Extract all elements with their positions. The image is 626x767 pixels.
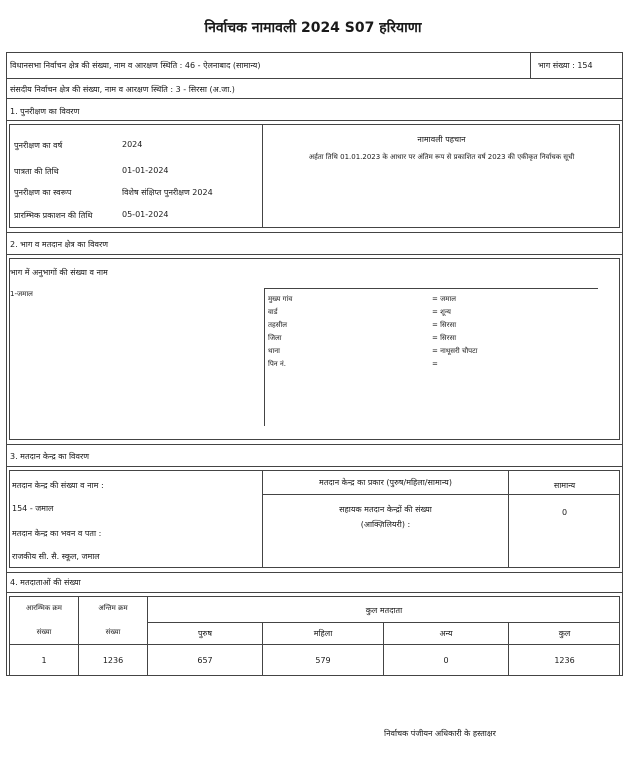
area-details-inner — [264, 288, 598, 426]
polling-station-type-value: सामान्य — [553, 481, 576, 490]
pin-value: = — [432, 360, 438, 368]
auxiliary-stations-label: सहायक मतदान केन्द्रों की संख्या — [339, 505, 432, 514]
signature-label: निर्वाचक पंजीयन अधिकारी के हस्ताक्षर — [384, 729, 496, 738]
polling-station-type-label: मतदान केन्द्र का प्रकार (पुरुष/महिला/सामान्य) — [319, 478, 452, 487]
tehsil-label: तहसील — [268, 321, 287, 329]
assembly-constituency-line: विधानसभा निर्वाचन क्षेत्र की संख्या, नाम व आरक्षण स्थिति : 46 - ऐलनाबाद (सामान्य) — [10, 61, 261, 70]
revision-year-label: पुनरीक्षण का वर्ष — [14, 141, 63, 150]
page-title: निर्वाचक नामावली 2024 S07 हरियाणा — [204, 20, 422, 36]
roll-identity-title: नामावली पहचान — [417, 135, 466, 144]
section4-heading: 4. मतदाताओं की संख्या — [10, 578, 81, 587]
eligibility-date-value: 01-01-2024 — [122, 166, 169, 175]
section2-heading: 2. भाग व मतदान क्षेत्र का विवरण — [10, 240, 109, 249]
revision-year-value: 2024 — [122, 140, 143, 149]
male-count: 657 — [197, 656, 213, 665]
other-count: 0 — [443, 656, 449, 665]
revision-type-label: पुनरीक्षण का स्वरूप — [14, 188, 72, 197]
main-village-value: = जमाल — [432, 295, 457, 303]
pin-label: पिन नं. — [268, 360, 287, 368]
end-serial-header: अन्तिम क्रम — [98, 604, 128, 612]
polling-station-value: 154 - जमाल — [12, 504, 54, 513]
start-serial-value: 1 — [41, 656, 47, 665]
district-label: जिला — [268, 334, 282, 342]
total-voters-header: कुल मतदाता — [365, 606, 403, 615]
polling-building-value: राजकीय सी. सै. स्कूल, जमाल — [12, 552, 100, 561]
section-item: 1-जमाल — [10, 290, 33, 298]
police-station-value: = नाथूसरी चौपटा — [432, 347, 478, 355]
polling-station-label: मतदान केन्द्र की संख्या व नाम : — [12, 481, 104, 490]
revision-type-value: विशेष संक्षिप्त पुनरीक्षण 2024 — [122, 188, 213, 197]
publication-date-value: 05-01-2024 — [122, 210, 169, 219]
eligibility-date-label: पात्रता की तिथि — [14, 167, 59, 176]
total-header: कुल — [558, 629, 571, 638]
roll-identity-text: अर्हता तिथि 01.01.2023 के आधार पर अंतिम रूप से प्रकाशित वर्ष 2023 की एकीकृत निर्वाचक सूची — [308, 153, 575, 161]
district-value: = सिरसा — [432, 334, 457, 342]
polling-building-label: मतदान केन्द्र का भवन व पता : — [12, 529, 102, 538]
end-serial-value: 1236 — [102, 656, 124, 665]
start-serial-header: आरम्भिक क्रम — [25, 604, 62, 612]
section1-heading: 1. पुनरीक्षण का विवरण — [10, 107, 80, 116]
male-header: पुरुष — [198, 629, 212, 638]
female-count: 579 — [315, 656, 331, 665]
female-header: महिला — [313, 629, 333, 638]
section3-heading: 3. मतदान केन्द्र का विवरण — [10, 452, 90, 461]
police-station-label: थाना — [268, 347, 280, 355]
auxiliary-stations-value: 0 — [561, 508, 568, 517]
main-village-label: मुख्य गांव — [268, 295, 293, 303]
publication-date-label: प्रारम्भिक प्रकाशन की तिथि — [14, 211, 93, 220]
ward-value: = शून्य — [432, 308, 451, 316]
parliamentary-constituency-line: संसदीय निर्वाचन क्षेत्र की संख्या, नाम व आरक्षण स्थिति : 3 - सिरसा (अ.जा.) — [10, 85, 235, 94]
total-count: 1236 — [554, 656, 575, 665]
other-header: अन्य — [439, 629, 453, 638]
tehsil-value: = सिरसा — [432, 321, 457, 329]
start-serial-header-2: संख्या — [36, 628, 52, 636]
auxiliary-stations-label-2: (आक्ज़िलियरी) : — [360, 520, 411, 529]
ward-label: वार्ड — [268, 308, 278, 316]
sections-subheading: भाग में अनुभागों की संख्या व नाम — [10, 268, 108, 277]
part-number: भाग संख्या : 154 — [538, 61, 593, 70]
end-serial-header-2: संख्या — [105, 628, 121, 636]
